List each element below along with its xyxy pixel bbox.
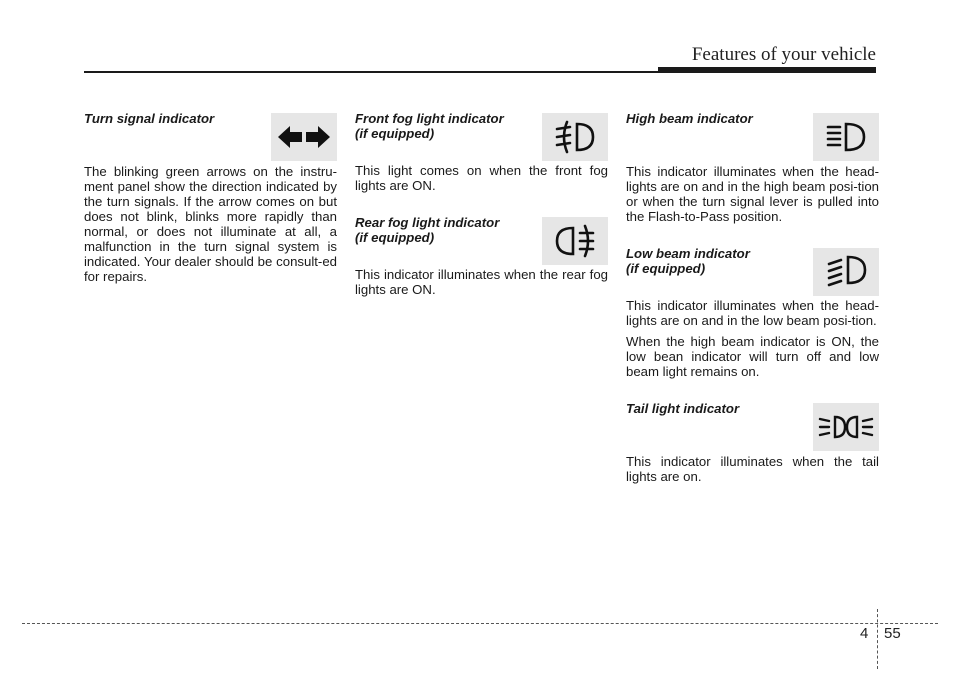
footer-rule bbox=[22, 623, 938, 624]
column-1 bbox=[84, 111, 337, 306]
tail-light-heading: Tail light indicator bbox=[626, 401, 740, 416]
high-beam-text: This indicator illuminates when the head-lights are on and in the high beam posi-tion or when the turn signal lever is pulled into the Flash-to-Pass position. bbox=[626, 164, 879, 224]
low-beam-text-2: When the high beam indicator is ON, the low bean indicator will turn off and low beam light remains on. bbox=[626, 334, 879, 379]
rear-fog-section bbox=[355, 215, 608, 297]
front-fog-heading: Front fog light indicator (if equipped) bbox=[355, 111, 504, 141]
turn-signal-heading: Turn signal indicator bbox=[84, 111, 215, 126]
front-fog-light-icon bbox=[542, 113, 608, 161]
high-beam-icon bbox=[813, 113, 879, 161]
rear-fog-text: This indicator illuminates when the rear fog lights are ON. bbox=[355, 267, 608, 297]
rear-fog-heading: Rear fog light indicator (if equipped) bbox=[355, 215, 500, 245]
rear-fog-light-icon bbox=[542, 217, 608, 265]
low-beam-text-1: This indicator illuminates when the head-lights are on and in the low beam posi-tion. bbox=[626, 298, 879, 328]
turn-signal-section bbox=[84, 111, 337, 284]
column-3 bbox=[626, 111, 879, 506]
high-beam-section bbox=[626, 111, 879, 224]
low-beam-heading: Low beam indicator (if equipped) bbox=[626, 246, 750, 276]
low-beam-section bbox=[626, 246, 879, 379]
chapter-number: 4 bbox=[860, 625, 869, 642]
tail-light-text: This indicator illuminates when the tail lights are on. bbox=[626, 454, 879, 484]
turn-signal-arrows-icon bbox=[271, 113, 337, 161]
high-beam-heading: High beam indicator bbox=[626, 111, 753, 126]
header-rule-thin bbox=[84, 71, 876, 73]
page-number: 55 bbox=[884, 625, 901, 642]
tail-light-section bbox=[626, 401, 879, 484]
tail-light-icon bbox=[813, 403, 879, 451]
column-2 bbox=[355, 111, 608, 319]
turn-signal-text: The blinking green arrows on the instru-ment panel show the direction indicated by the turn signals. If the arrow comes on but does not blink, blinks more rapidly than normal, or does not illuminate at all, a malfunction in the turn signal system is indicated. Your dealer should be consult-ed for repairs. bbox=[84, 164, 337, 284]
page-header-title: Features of your vehicle bbox=[691, 44, 876, 65]
footer-divider bbox=[877, 609, 878, 669]
low-beam-icon bbox=[813, 248, 879, 296]
front-fog-section bbox=[355, 111, 608, 193]
front-fog-text: This light comes on when the front fog lights are ON. bbox=[355, 163, 608, 193]
